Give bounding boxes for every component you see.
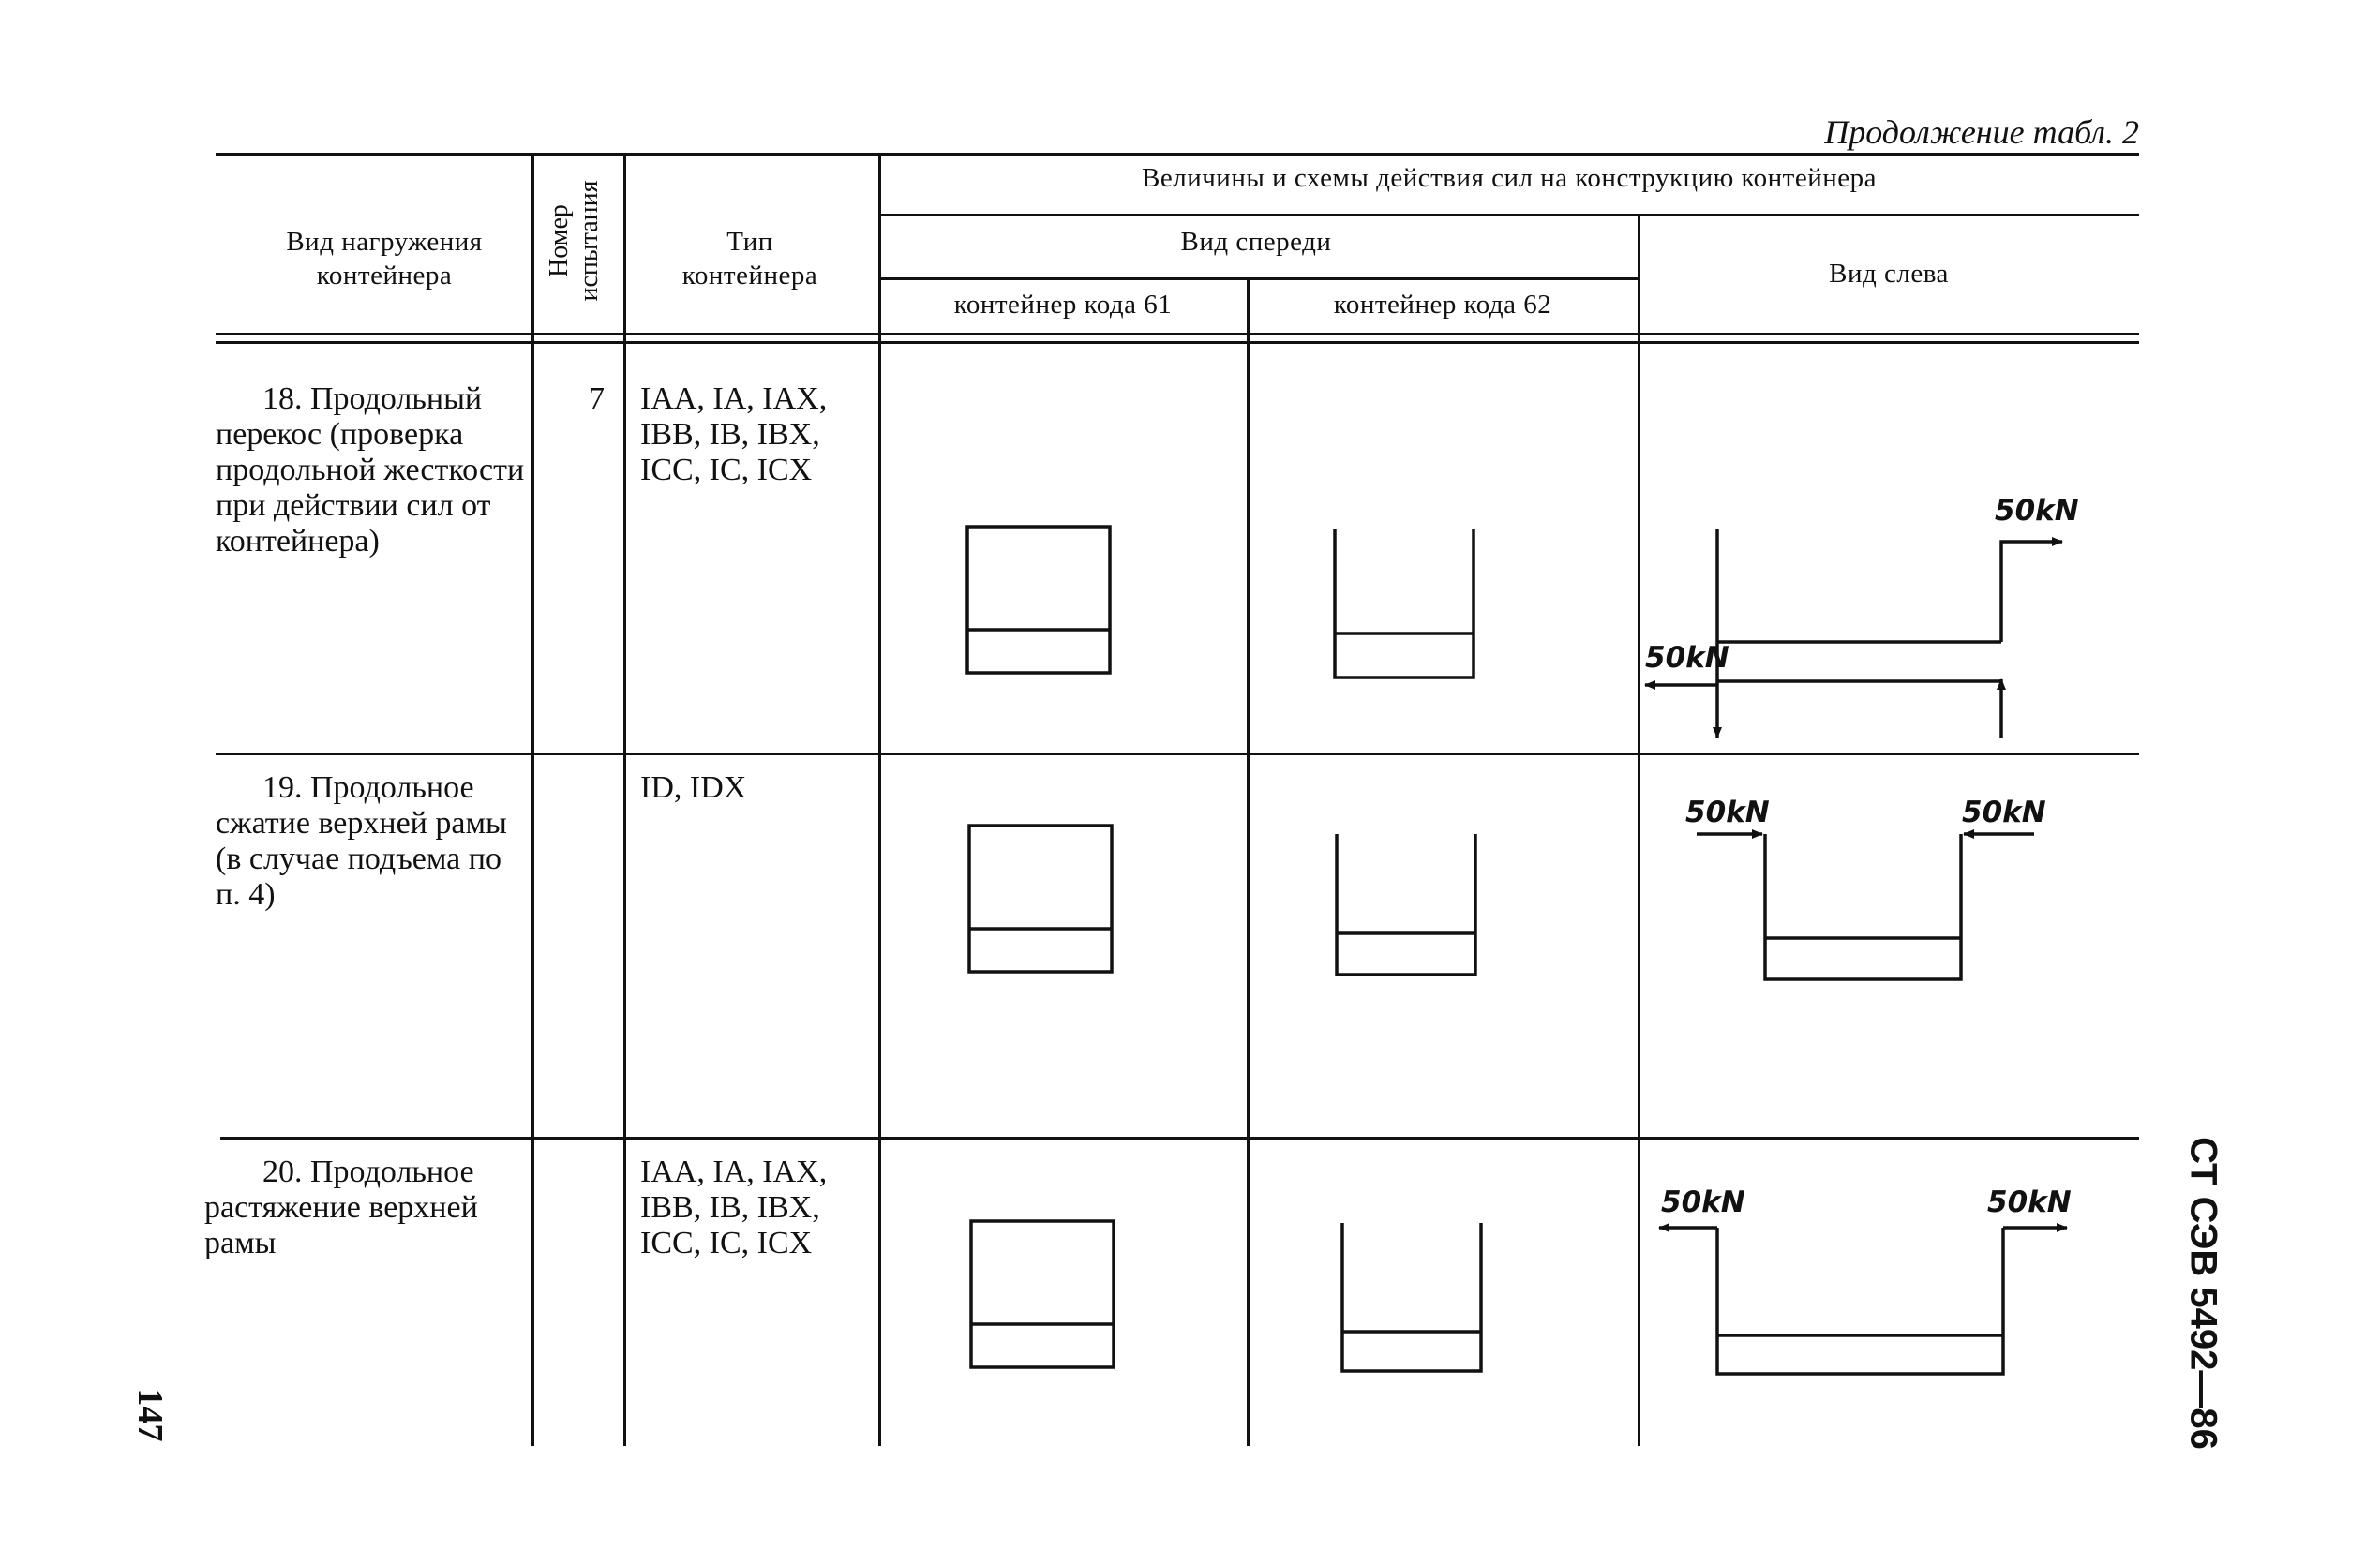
header-test-number: Номер испытания	[545, 180, 604, 302]
row18-side-diagram	[1645, 529, 2062, 738]
standard-code-cell	[2156, 1134, 2250, 1453]
standard-code: СТ СЭВ 5492—86	[2182, 1137, 2224, 1450]
continuation-label: Продолжение табл. 2	[1824, 113, 2139, 151]
row18-load-type: 18. Продольный перекос (проверка продольной жесткости при действии сил от контейнера)	[216, 381, 525, 559]
row20-side-diagram	[1659, 1228, 2067, 1374]
header-code62: контейнер кода 62	[1333, 290, 1552, 320]
row19-side-diagram	[1697, 834, 2034, 979]
row18-code62-diagram	[1335, 529, 1474, 678]
row20-code62-diagram	[1342, 1223, 1481, 1371]
row20-force-right-label: 50kN	[1987, 1185, 2072, 1219]
page-number: 147	[130, 1388, 170, 1442]
row19-code61-diagram	[969, 826, 1112, 972]
row20-code61-diagram	[971, 1221, 1114, 1367]
row19-force-left-label: 50kN	[1685, 796, 1770, 829]
row19-force-right-label: 50kN	[1962, 796, 2046, 829]
header-left-view: Вид слева	[1829, 259, 1949, 289]
row20-load-type: 20. Продольное растяжение верхней рамы	[204, 1155, 478, 1260]
row20-container-types: IAA, IA, IAX, IBB, IB, IBX, ICC, IC, ICX	[640, 1155, 828, 1260]
row18-force-left-label: 50kN	[1645, 641, 1729, 675]
row18-test-number: 7	[589, 381, 605, 416]
header-container-type: Тип контейнера	[681, 227, 818, 291]
header-forces: Величины и схемы действия сил на конструкцию контейнера	[1142, 163, 1877, 193]
row18-container-types: IAA, IA, IAX, IBB, IB, IBX, ICC, IC, ICX	[640, 381, 828, 487]
header-code61: контейнер кода 61	[953, 290, 1173, 320]
page-number-cell	[122, 1378, 178, 1453]
row18-code61-diagram	[967, 527, 1110, 673]
row19-code62-diagram	[1337, 834, 1475, 975]
row18-force-right-label: 50kN	[1995, 494, 2079, 528]
row19-load-type: 19. Продольное сжатие верхней рамы (в случае подъема по п. 4)	[216, 770, 507, 912]
header-front-view: Вид спереди	[1180, 227, 1332, 257]
header-load-type: Вид нагружения контейнера	[286, 227, 483, 291]
row20-force-left-label: 50kN	[1661, 1185, 1745, 1219]
row19-container-types: ID, IDX	[640, 770, 747, 805]
